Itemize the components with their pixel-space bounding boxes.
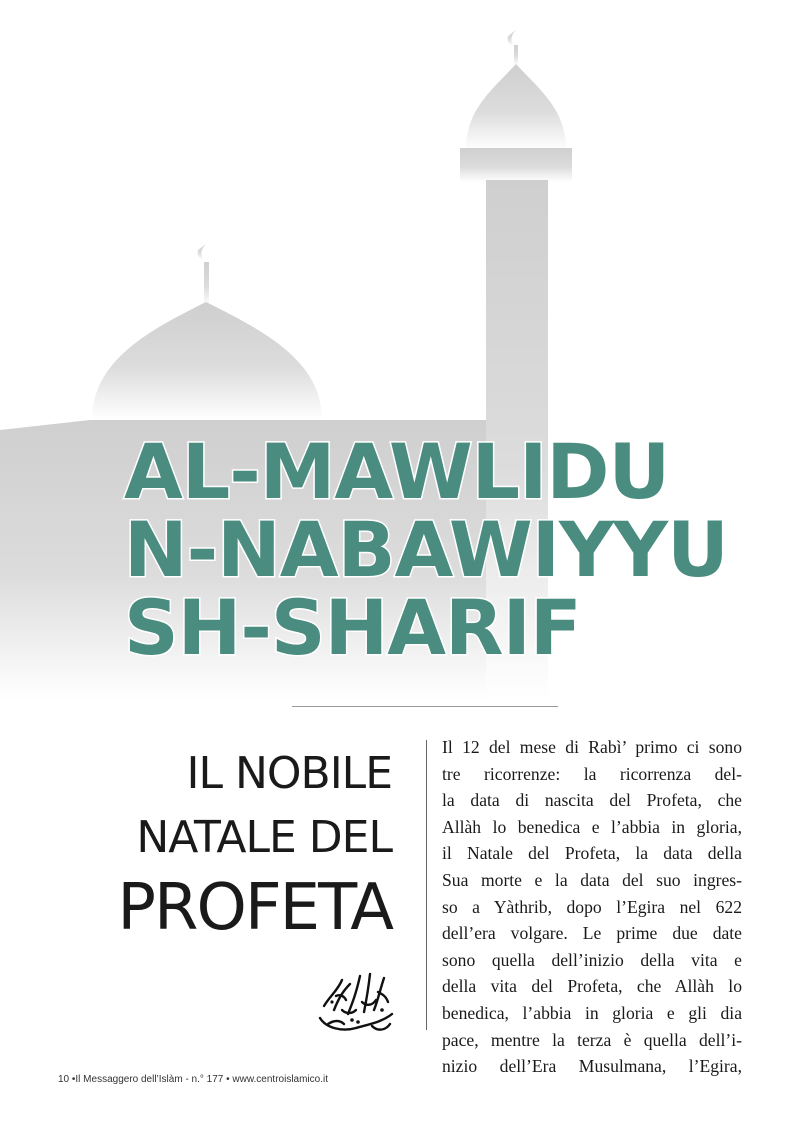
arabic-calligraphy-icon — [312, 966, 398, 1040]
body-line: Il 12 del mese di Rabì’ primo ci sono — [442, 737, 742, 757]
body-line: nizio dell’Era Musulmana, l’Egira, — [442, 1056, 742, 1077]
body-line: tre ricorrenze: la ricorrenza del- — [442, 763, 742, 784]
main-title-line-3: SH-SHARIF — [124, 583, 581, 672]
main-title-line-2: N-NABAWIYYU — [124, 505, 728, 594]
body-line: Allàh lo benedica e l’abbia in gloria, — [442, 816, 742, 837]
column-divider — [426, 740, 427, 1030]
body-line: Sua morte e la data del suo ingres- — [442, 869, 742, 890]
body-line: dell’era volgare. Le prime due date — [442, 923, 742, 944]
title-divider — [292, 706, 558, 707]
page-footer: 10 •Il Messaggero dell’Islàm - n.° 177 • www.centroislamico.it — [58, 1074, 328, 1085]
body-line: della vita del Profeta, che Allàh lo — [442, 976, 742, 997]
subtitle-line-3: PROFETA — [117, 871, 392, 945]
main-title-line-1: AL-MAWLIDU — [124, 427, 670, 516]
article-body — [442, 734, 742, 1080]
body-line: la data di nascita del Profeta, che — [442, 790, 742, 811]
body-line: benedica, l’abbia in gloria e gli dia — [442, 1002, 742, 1023]
subtitle-line-1: IL NOBILE — [186, 748, 392, 799]
body-line: sono quella dell’inizio della vita e — [442, 949, 742, 970]
body-line: pace, mentre la terza è quella dell’i- — [442, 1029, 742, 1050]
body-line: il Natale del Profeta, la data della — [442, 843, 742, 864]
subtitle-line-2: NATALE DEL — [136, 812, 392, 863]
body-line: so a Yàthrib, dopo l’Egira nel 622 — [442, 896, 742, 917]
